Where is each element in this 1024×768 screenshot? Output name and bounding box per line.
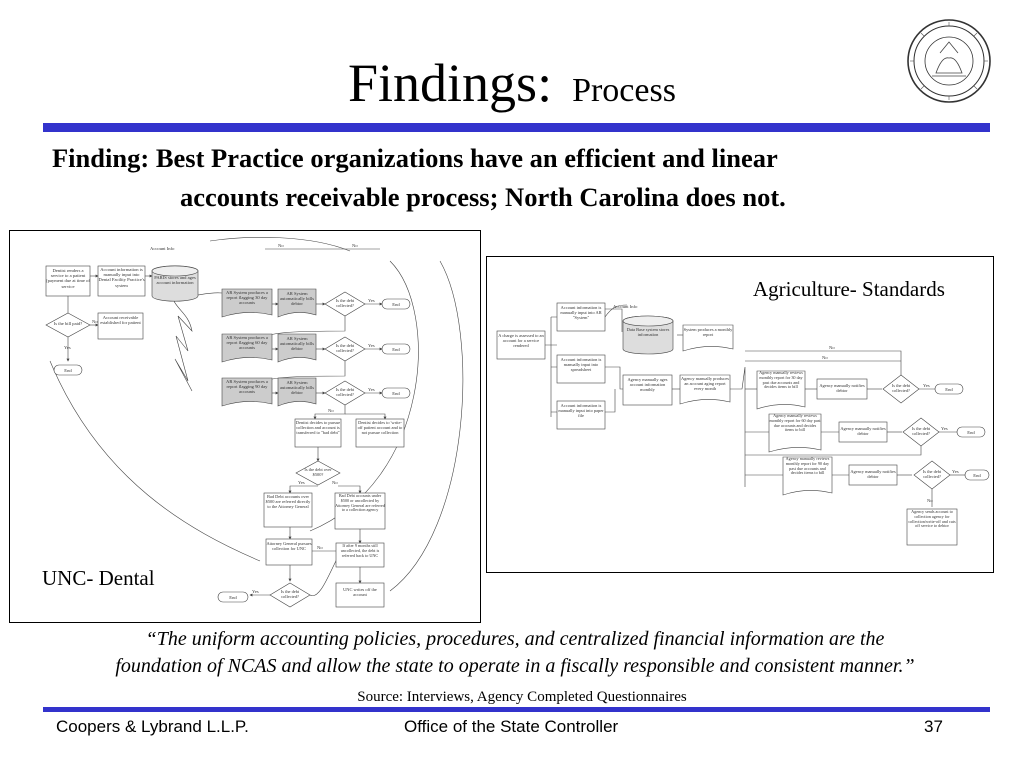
ag-node-a13: Agency manually reviews monthly report for 60 day past due accounts and decides items to bill [769, 414, 821, 452]
ncas-quote [30, 626, 1000, 680]
flow-node-n17: Is the debt collected? [325, 381, 365, 405]
flow-node-n16: AR System automatically bills debtor [278, 378, 316, 406]
ag-node-a10: Agency manually notifies debtor [817, 379, 867, 399]
ag-edge-label-yes: Yes [923, 383, 930, 388]
ag-node-a18: Agency manually notifies debtor [849, 465, 897, 485]
ag-node-a2: Account information is manually input into AR "System" [557, 303, 605, 331]
flow-node-n26: UNC writes off the account [336, 583, 384, 607]
ag-node-a6: System produces a monthly report [683, 325, 733, 351]
source-note: Source: Interviews, Agency Completed Questionnaires [357, 689, 687, 705]
flow-node-n28 [218, 592, 248, 602]
flow-node-n9: Is the debt collected? [325, 292, 365, 316]
agriculture-panel-label: Agriculture- Standards [753, 277, 945, 301]
footer-rule [43, 707, 990, 712]
flow-node-n12: AR System automatically bills debtor [278, 334, 316, 362]
edge-label-no: No [317, 545, 323, 550]
agriculture-flowchart [487, 257, 993, 572]
edge-label-yes: Yes [298, 480, 305, 485]
flow-node-n4: Is the bill paid? [46, 313, 90, 337]
footer-center: Office of the State Controller [404, 717, 619, 736]
ag-node-a15: Is the debt collected? [903, 418, 939, 446]
edge-label-no: No [92, 319, 98, 324]
flow-node-n2: Account information is manually input into Dental Facility Practice's system [98, 266, 145, 296]
ag-edge-label-yes: Yes [952, 469, 959, 474]
quote-line-2: foundation of NCAS and allow the state to operate in a fiscally responsible and consistent manner.” [115, 655, 915, 677]
ag-edge-label-no: No [829, 345, 835, 350]
ag-node-a8: Agency manually produces an account aging report every month [680, 375, 730, 404]
flow-node-n8: AR System automatically bills debtor [278, 289, 316, 317]
edge-label-account-info: Account Info [150, 246, 175, 251]
edge-label-yes: Yes [368, 298, 375, 303]
svg-text:End: End [967, 430, 975, 435]
flow-node-n24: Attorney General pursues collection for UNC [266, 539, 312, 565]
svg-text:End: End [64, 368, 72, 373]
state-seal-icon [906, 18, 992, 104]
ag-edge-label-yes: Yes [941, 426, 948, 431]
ag-node-a12 [935, 384, 963, 394]
edge-label-yes: Yes [368, 387, 375, 392]
page-number: 37 [924, 717, 943, 736]
ag-edge-label-account-info: Account Info [613, 304, 638, 309]
flow-node-n25: If after 9 months still uncollected, the debt is referred back to UNC [336, 543, 384, 567]
flow-node-n6 [54, 365, 82, 375]
flow-node-n10 [382, 299, 410, 309]
dental-flowchart-panel [9, 230, 481, 623]
edge-label-no: No [352, 243, 358, 248]
title-sub: Process [572, 72, 676, 109]
flow-node-n20: Dentist decides to 'write-off patient account and to not pursue collection [356, 419, 404, 447]
finding-line-2: accounts receivable process; North Carolina does not. [180, 182, 786, 212]
ag-node-a3: Account information is manually input into spreadsheet [557, 355, 605, 383]
svg-text:End: End [229, 595, 237, 600]
dental-panel-label: UNC- Dental [42, 566, 155, 590]
ag-node-a20 [965, 470, 989, 480]
ag-node-a9: Agency manually reviews monthly report for 30 day past due accounts and decides items to bill [757, 371, 805, 409]
flow-node-n14 [382, 344, 410, 354]
edge-label-no: No [278, 243, 284, 248]
agriculture-flowchart-panel [486, 256, 994, 573]
ag-node-a14: Agency manually notifies debtor [839, 422, 887, 442]
quote-line-1: “The uniform accounting policies, procedures, and centralized financial information are the [145, 628, 885, 650]
flow-node-n11: AR System produces a report flagging 60 day accounts [222, 334, 272, 362]
ag-node-a21: Agency sends account to collection agency for collection/write-off and cuts off service to debtor [907, 509, 957, 545]
ag-node-a1: A charge is assessed to an account for a service rendered [497, 331, 545, 359]
edge-label-yes: Yes [64, 345, 71, 350]
flow-node-n3: PARIS stores and ages account information [152, 266, 198, 301]
ag-node-a4: Account information is manually input into paper file [557, 401, 605, 429]
edge-label-yes: Yes [252, 589, 259, 594]
flow-node-n19: Dentist decides to pursue collection and account is transferred to "bad debt" [295, 419, 341, 447]
flow-node-n22: Bad Debt accounts over $500 are referred directly to the Attorney General [264, 493, 312, 527]
flow-node-n7: AR System produces a report flagging 30 day accounts [222, 289, 272, 317]
flow-node-n18 [382, 388, 410, 398]
svg-text:End: End [392, 302, 400, 307]
title-rule [43, 123, 990, 132]
svg-text:End: End [392, 347, 400, 352]
edge-label-no: No [332, 480, 338, 485]
ag-node-a7: Agency manually ages account information monthly [623, 375, 672, 405]
edge-label-no: No [328, 408, 334, 413]
ag-node-a16 [957, 427, 985, 437]
svg-text:End: End [392, 391, 400, 396]
footer-left: Coopers & Lybrand L.L.P. [56, 717, 249, 736]
slide-title [0, 52, 1024, 114]
flow-node-n21: Is the debt over $500? [296, 461, 340, 485]
ag-node-a5: Data Base system stores information [623, 316, 673, 354]
ag-edge-label-no: No [927, 498, 933, 503]
svg-text:End: End [945, 387, 953, 392]
ag-node-a11: Is the debt collected? [883, 375, 919, 403]
title-main: Findings: [348, 53, 553, 113]
ag-node-a19: Is the debt collected? [914, 461, 950, 489]
flow-node-n1: Dentist renders a service to a patient (payment due at time of service [46, 266, 90, 296]
flow-node-n13: Is the debt collected? [325, 337, 365, 361]
flow-node-n27: Is the debt collected? [270, 583, 310, 607]
flow-node-n15: AR System produces a report flagging 90 day accounts [222, 378, 272, 406]
svg-text:End: End [973, 473, 981, 478]
edge-label-yes: Yes [368, 343, 375, 348]
flow-node-n23: Bad Debt accounts under $500 or uncollected by Attorney General are referred to a collection agency [335, 493, 385, 529]
ag-node-a17: Agency manually reviews monthly report for 90 day past due accounts and decides items to bill [783, 457, 832, 495]
dental-flowchart [10, 231, 480, 622]
flow-node-n5: Account receivable established for patient [98, 313, 143, 339]
finding-line-1: Finding: Best Practice organizations have an efficient and linear [52, 143, 778, 173]
finding-statement [52, 139, 992, 217]
ag-edge-label-no: No [822, 355, 828, 360]
